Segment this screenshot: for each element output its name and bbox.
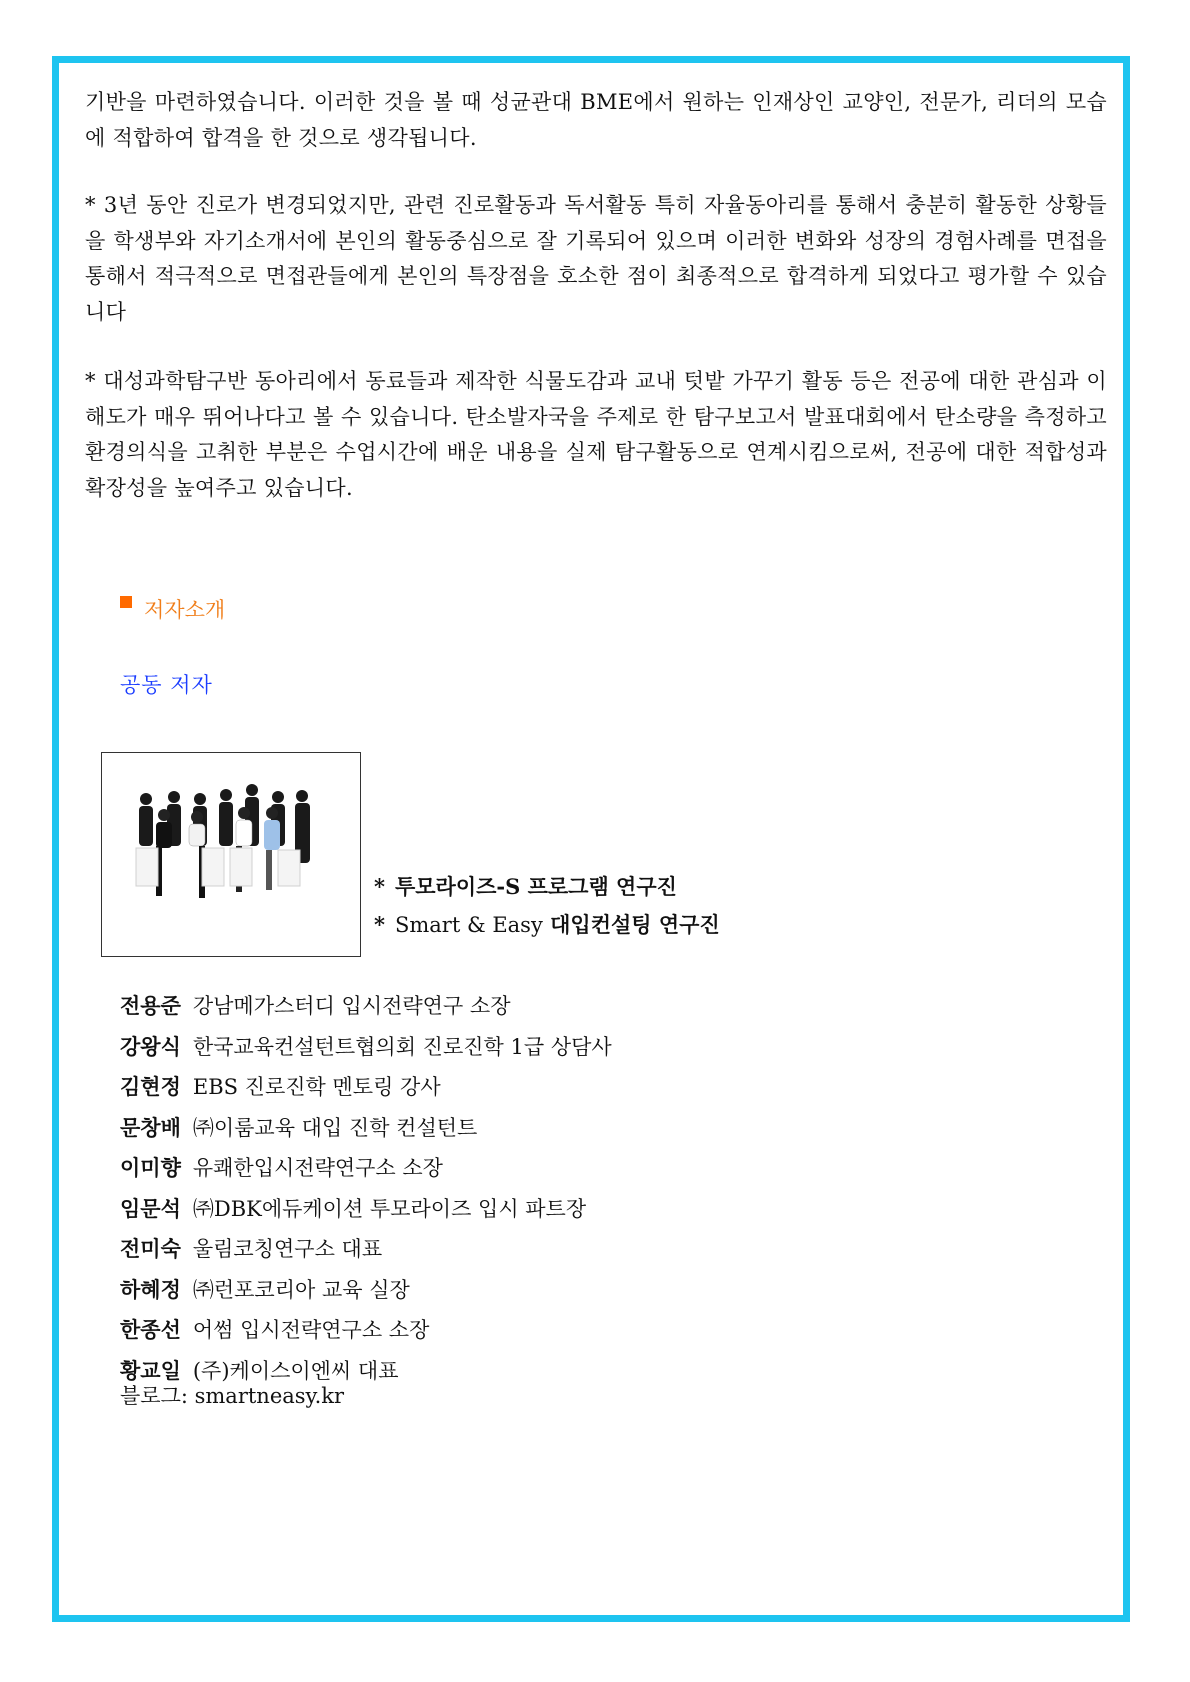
author-role: ㈜런포코리아 교육 실장	[192, 1277, 410, 1302]
author-name: 하혜정	[120, 1276, 181, 1302]
author-item	[120, 1067, 612, 1108]
author-role: 강남메가스터디 입시전략연구 소장	[192, 994, 511, 1018]
author-name: 전용준	[120, 993, 181, 1018]
author-role: ㈜DBK에듀케이션 투모라이즈 입시 파트장	[192, 1196, 587, 1221]
author-name: 김현정	[120, 1074, 181, 1099]
author-name: 임문석	[120, 1195, 181, 1221]
author-item	[120, 1270, 612, 1311]
author-name: 문창배	[120, 1114, 181, 1140]
author-item	[120, 1027, 612, 1068]
author-item	[120, 1148, 612, 1189]
author-role: 유쾌한입시전략연구소 소장	[192, 1156, 443, 1180]
team-photo-illustration	[102, 753, 360, 956]
author-name: 강왕식	[120, 1033, 181, 1059]
blog-link-text: 블로그: smartneasy.kr	[120, 1384, 345, 1408]
author-name: 황교일	[120, 1357, 181, 1383]
coauthor-label: 공동 저자	[120, 673, 213, 697]
section-heading-text: 저자소개	[144, 598, 226, 622]
team-line-2: * Smart & Easy 대입컨설팅 연구진	[374, 912, 720, 937]
author-name: 전미숙	[120, 1236, 181, 1261]
author-item	[120, 1310, 612, 1351]
author-role: ㈜이룸교육 대입 진학 컨설턴트	[192, 1115, 478, 1140]
team-photo	[101, 752, 361, 957]
author-role: 한국교육컨설턴트협의회 진로진학 1급 상담사	[192, 1034, 612, 1059]
author-item	[120, 1229, 612, 1270]
section-heading-author-intro	[120, 594, 225, 624]
author-role: 어썸 입시전략연구소 소장	[192, 1318, 430, 1342]
author-role: EBS 진로진학 멘토링 강사	[192, 1075, 441, 1099]
body-paragraph-1: 기반을 마련하였습니다. 이러한 것을 볼 때 성균관대 BME에서 원하는 인재상인 교양인, 전문가, 리더의 모습에 적합하여 합격을 한 것으로 생각됩니다.	[85, 90, 1107, 150]
author-name: 이미향	[120, 1155, 181, 1180]
body-paragraph-3: * 대성과학탐구반 동아리에서 동료들과 제작한 식물도감과 교내 텃밭 가꾸기 활동 등은 전공에 대한 관심과 이해도가 매우 뛰어나다고 볼 수 있습니다. 탄소발자국을 주제로 한 탐구보고서 발표대회에서 탄소량을 측정하고 환경의식을 고취한 부분은 수업시간에 배운 내용을 실제 탐구활동으로 연계시킴으로써, 전공에 대한 적합성과 확장성을 높여주고 있습니다.	[85, 369, 1107, 500]
author-name: 한종선	[120, 1317, 181, 1342]
research-team-list	[374, 868, 720, 944]
author-item	[120, 1189, 612, 1230]
team-line-1: * 투모라이즈-S 프로그램 연구진	[374, 874, 677, 899]
body-paragraph-2: * 3년 동안 진로가 변경되었지만, 관련 진로활동과 독서활동 특히 자율동아리를 통해서 충분히 활동한 상황들을 학생부와 자기소개서에 본인의 활동중심으로 잘 기록되어 있으며 이러한 변화와 성장의 경험사례를 면접을 통해서 적극적으로 면접관들에게 본인의 특장점을 호소한 점이 최종적으로 합격하게 되었다고 평가할 수 있습니다	[85, 193, 1107, 324]
author-list	[120, 986, 612, 1391]
author-role: (주)케이스이엔씨 대표	[192, 1358, 399, 1383]
author-item	[120, 1108, 612, 1149]
author-role: 울림코칭연구소 대표	[192, 1237, 383, 1261]
author-item	[120, 986, 612, 1027]
square-bullet-icon	[120, 596, 132, 608]
